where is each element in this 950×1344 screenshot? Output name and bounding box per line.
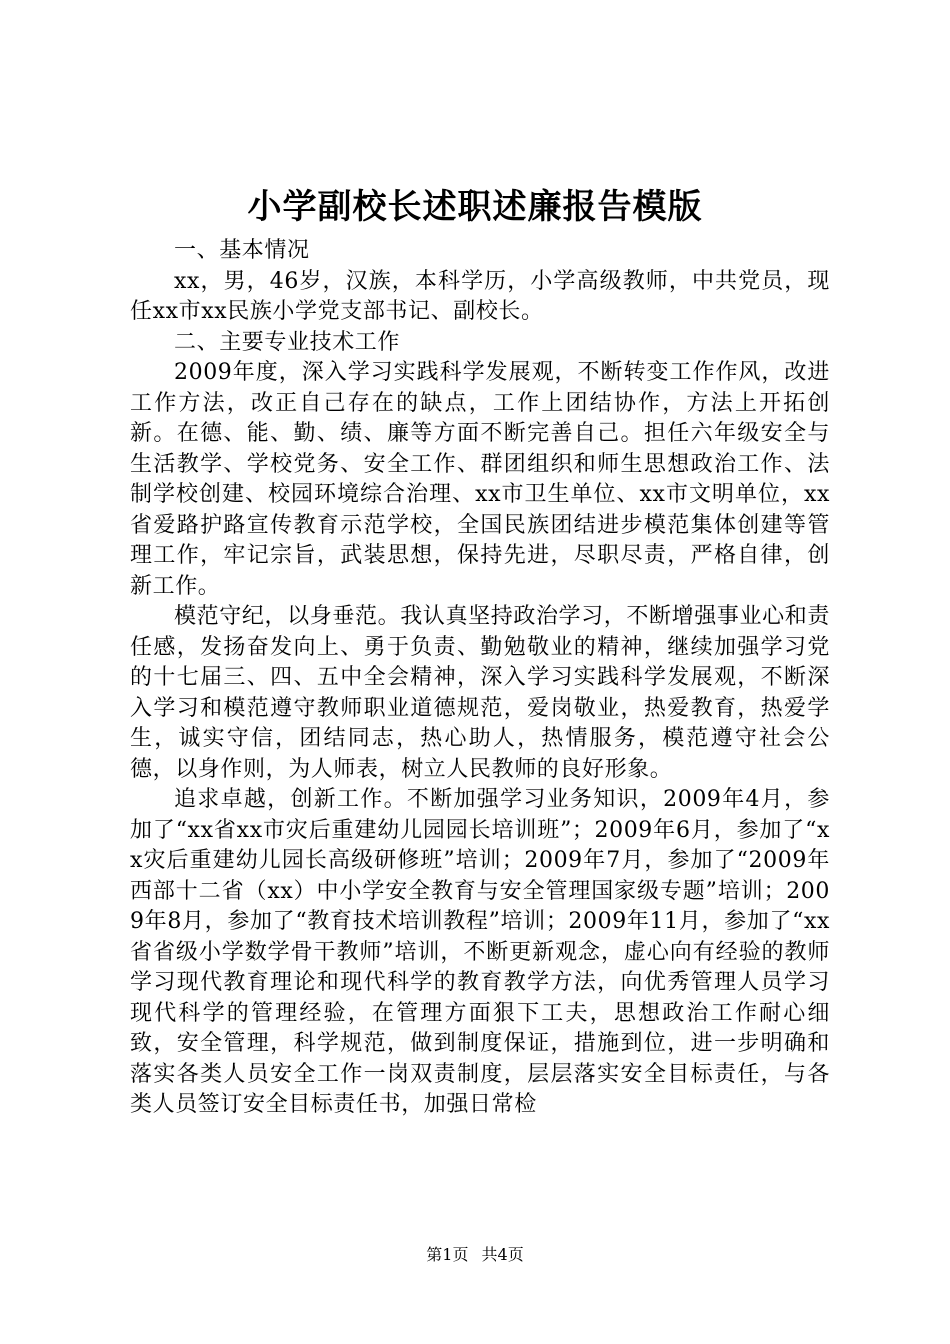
paragraph-excellence: 追求卓越，创新工作。不断加强学习业务知识，2009年4月，参加了“xx省xx市灾后重建幼儿园园长培训班”；2009年6月，参加了“xx灾后重建幼儿园长高级研修班”培训；2009年7月，参加了“2009年西部十二省（xx）中小学安全教育与安全管理国家级专题”培训；2009年8月，参加了“教育技术培训教程”培训；2009年11月，参加了“xx省省级小学数学骨干教师”培训，不断更新观念，虚心向有经验的教师学习现代教育理论和现代科学的教育教学方法，向优秀管理人员学习现代科学的管理经验，在管理方面狠下工夫，思想政治工作耐心细致，安全管理，科学规范，做到制度保证，措施到位，进一步明确和落实各类人员安全工作一岗双责制度，层层落实安全目标责任，与各类人员签订安全目标责任书，加强日常检 <box>130 787 830 1117</box>
paragraph-2009-work: 2009年度，深入学习实践科学发展观，不断转变工作作风，改进工作方法，改正自己存在的缺点，工作上团结协作，方法上开拓创新。在德、能、勤、绩、廉等方面不断完善自己。担任六年级安全与生活教学、学校党务、安全工作、群团组织和师生思想政治工作、法制学校创建、校园环境综合治理、xx市卫生单位、xx市文明单位，xx省爱路护路宣传教育示范学校，全国民族团结进步模范集体创建等管理工作，牢记宗旨，武装思想，保持先进，尽职尽责，严格自律，创新工作。 <box>130 360 830 599</box>
page-number: 第1页 <box>426 1245 469 1264</box>
document-title: 小学副校长述职述廉报告模版 <box>247 187 703 227</box>
section-heading-main-work: 二、主要专业技术工作 <box>174 329 401 355</box>
total-pages: 共4页 <box>481 1245 524 1264</box>
document-body <box>130 236 830 1121</box>
paragraph-basic-info: xx，男，46岁，汉族，本科学历，小学高级教师，中共党员，现任xx市xx民族小学党支部书记、副校长。 <box>130 268 830 324</box>
section-heading-basic-info: 一、基本情况 <box>174 238 310 263</box>
page-footer <box>0 1244 950 1266</box>
paragraph-discipline: 模范守纪，以身垂范。我认真坚持政治学习，不断增强事业心和责任感，发扬奋发向上、勇于负责、勤勉敬业的精神，继续加强学习党的十七届三、四、五中全会精神，深入学习实践科学发展观，不断深入学习和模范遵守教师职业道德规范，爱岗敬业，热爱教育，热爱学生，诚实守信，团结同志，热心助人，热情服务，模范遵守社会公德，以身作则，为人师表，树立人民教师的良好形象。 <box>130 604 830 782</box>
